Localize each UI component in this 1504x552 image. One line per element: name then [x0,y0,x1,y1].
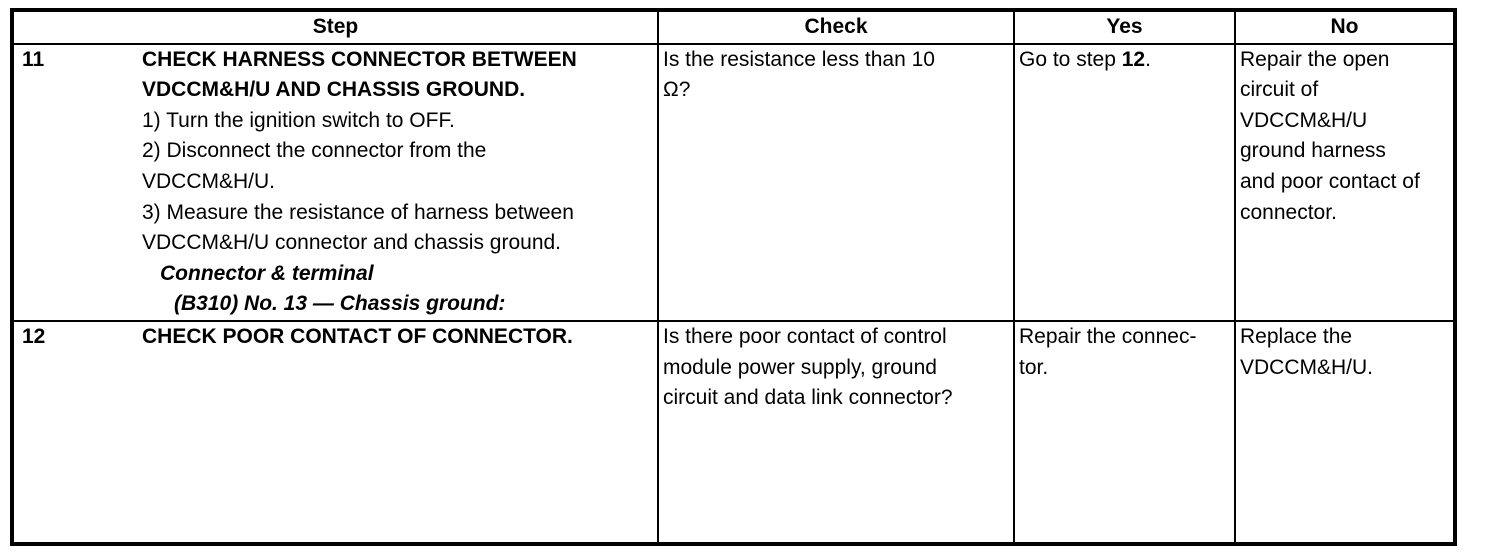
no-line: circuit of [1240,78,1319,102]
check-cell [658,321,1014,544]
table-row-12 [12,321,1455,544]
no-cell [1235,44,1455,321]
step-title-line: CHECK POOR CONTACT OF CONNECTOR. [142,324,573,348]
no-line: VDCCM&H/U. [1240,355,1374,379]
header-check: Check [658,10,1014,44]
step-number: 12 [22,324,46,348]
check-cell [658,44,1014,321]
step-cell [12,44,658,321]
table-row-11 [12,44,1455,321]
yes-line: tor. [1019,355,1049,379]
diagnostic-table [10,8,1457,546]
yes-suffix: . [1145,47,1151,71]
yes-cell [1014,321,1235,544]
no-line: VDCCM&H/U [1240,108,1368,132]
header-no: No [1235,10,1455,44]
header-row [12,10,1455,44]
header-step: Step [12,10,658,44]
procedure-line: 1) Turn the ignition switch to OFF. [142,108,455,132]
step-number: 11 [22,47,45,71]
procedure-line: VDCCM&H/U. [142,169,276,193]
yes-line: Repair the connec- [1019,324,1197,348]
connector-label: Connector & terminal [160,261,374,285]
yes-cell [1014,44,1235,321]
yes-step-ref: 12 [1121,47,1146,71]
check-line: circuit and data link connector? [663,386,953,410]
check-line: Is the resistance less than 10 [663,47,935,71]
no-line: and poor contact of [1240,169,1420,193]
procedure-line: 2) Disconnect the connector from the [142,139,487,163]
step-cell [12,321,658,544]
header-yes: Yes [1014,10,1235,44]
no-line: Replace the [1240,324,1353,348]
step-title-line: VDCCM&H/U AND CHASSIS GROUND. [142,78,526,102]
connector-value: (B310) No. 13 — Chassis ground: [174,292,506,316]
no-line: ground harness [1240,139,1386,163]
no-cell [1235,321,1455,544]
check-line: Ω? [663,78,691,102]
no-line: Repair the open [1240,47,1390,71]
no-line: connector. [1240,200,1337,224]
procedure-line: VDCCM&H/U connector and chassis ground. [142,231,562,255]
procedure-line: 3) Measure the resistance of harness between [142,200,574,224]
yes-text: Go to step [1019,47,1122,71]
check-line: Is there poor contact of control [663,324,947,348]
step-title-line: CHECK HARNESS CONNECTOR BETWEEN [142,47,577,71]
check-line: module power supply, ground [663,355,937,379]
